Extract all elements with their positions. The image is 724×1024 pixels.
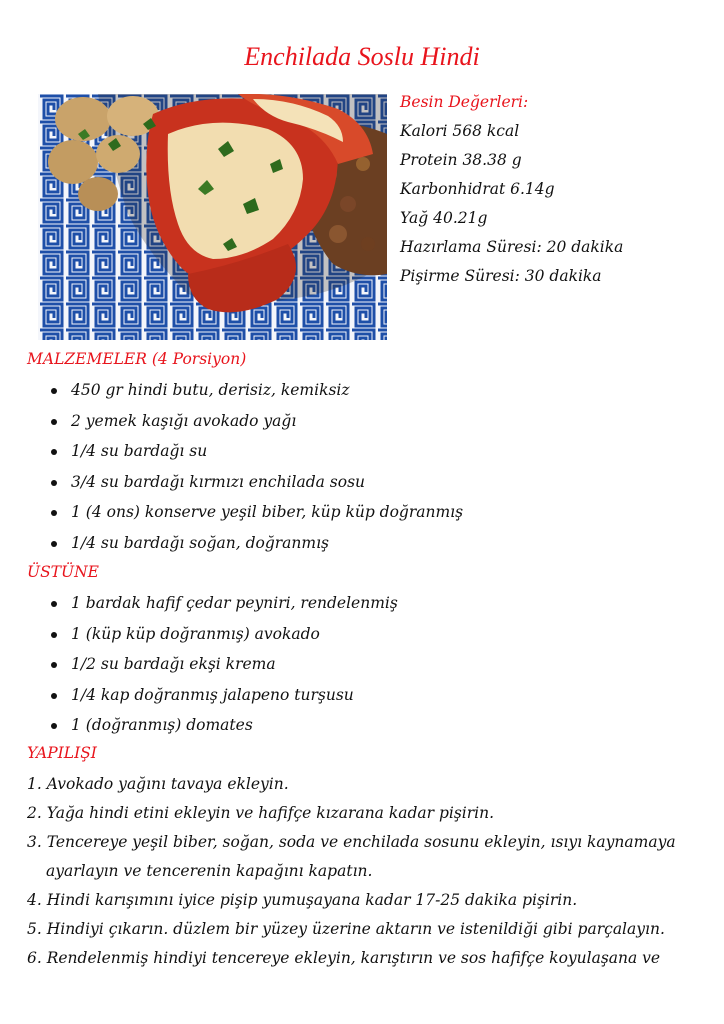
ingredient-text: 1 (4 ons) konserve yeşil biber, küp küp doğranmış: [71, 503, 464, 521]
bullet: [51, 419, 57, 425]
topping-text: 1 (küp küp doğranmış) avokado: [71, 624, 320, 643]
nutrition-carbs: Karbonhidrat 6.14g: [400, 180, 555, 198]
topping-text: 1/2 su bardağı ekşi krema: [71, 655, 276, 673]
ingredient-text: 1/4 su bardağı soğan, doğranmış: [71, 533, 329, 552]
nutrition-panel: [400, 88, 710, 291]
topping-text: 1 (doğranmış) domates: [71, 716, 253, 734]
nutrition-protein: Protein 38.38 g: [400, 151, 522, 169]
bullet: [51, 541, 57, 547]
nutrition-heading: Besin Değerleri:: [400, 93, 529, 111]
dish-photo: [38, 94, 387, 340]
topping-item: [0, 588, 398, 619]
ingredient-text: 2 yemek kaşığı avokado yağı: [71, 411, 297, 430]
bullet: [51, 632, 57, 638]
ingredient-item: [0, 375, 463, 406]
ingredient-text: 3/4 su bardağı kırmızı enchilada sosu: [71, 472, 366, 491]
ingredient-item: [0, 467, 463, 498]
instruction-step: 2. Yağa hindi etini ekleyin ve hafifçe kızarana kadar pişirin.: [27, 804, 495, 822]
bullet: [51, 388, 57, 394]
instruction-step: 5. Hindiyi çıkarın. düzlem bir yüzey üzerine aktarın ve istenildiği gibi parçalayın.: [27, 920, 665, 938]
bullet: [51, 662, 57, 668]
bullet: [51, 510, 57, 516]
cook-time: Pişirme Süresi: 30 dakika: [400, 267, 602, 285]
instruction-step: 4. Hindi karışımını iyice pişip yumuşayana kadar 17-25 dakika pişirin.: [27, 891, 578, 909]
ingredient-item: [0, 406, 463, 437]
bullet: [51, 601, 57, 607]
ingredients-heading: MALZEMELER (4 Porsiyon): [27, 350, 247, 368]
topping-text: 1/4 kap doğranmış jalapeno turşusu: [71, 685, 354, 704]
topping-item: [0, 619, 398, 650]
instructions-heading: YAPILIŞI: [27, 744, 97, 762]
instruction-step: 3. Tencereye yeşil biber, soğan, soda ve enchilada sosunu ekleyin, ısıyı kaynamaya: [27, 833, 676, 851]
bullet: [51, 693, 57, 699]
topping-item: [0, 710, 398, 741]
bullet: [51, 449, 57, 455]
nutrition-calories: Kalori 568 kcal: [400, 122, 520, 140]
topping-item: [0, 680, 398, 711]
ingredient-text: 450 gr hindi butu, derisiz, kemiksiz: [71, 381, 350, 399]
ingredient-item: [0, 528, 463, 559]
topping-item: [0, 649, 398, 680]
ingredient-text: 1/4 su bardağı su: [71, 442, 208, 460]
nutrition-fat: Yağ 40.21g: [400, 209, 488, 227]
toppings-list: [0, 588, 398, 741]
toppings-heading: ÜSTÜNE: [27, 563, 99, 581]
topping-text: 1 bardak hafif çedar peyniri, rendelenmiş: [71, 594, 398, 612]
ingredient-item: [0, 436, 463, 467]
ingredients-list: [0, 375, 463, 558]
prep-time: Hazırlama Süresi: 20 dakika: [400, 238, 624, 256]
recipe-title: Enchilada Soslu Hindi: [244, 42, 480, 71]
instruction-step: 6. Rendelenmiş hindiyi tencereye ekleyin, karıştırın ve sos hafifçe koyulaşana ve: [27, 949, 661, 967]
bullet: [51, 480, 57, 486]
instruction-step-continuation: ayarlayın ve tencerenin kapağını kapatın.: [46, 862, 373, 880]
instruction-step: 1. Avokado yağını tavaya ekleyin.: [27, 775, 289, 793]
bullet: [51, 723, 57, 729]
ingredient-item: [0, 497, 463, 528]
instructions-list: [27, 770, 707, 973]
